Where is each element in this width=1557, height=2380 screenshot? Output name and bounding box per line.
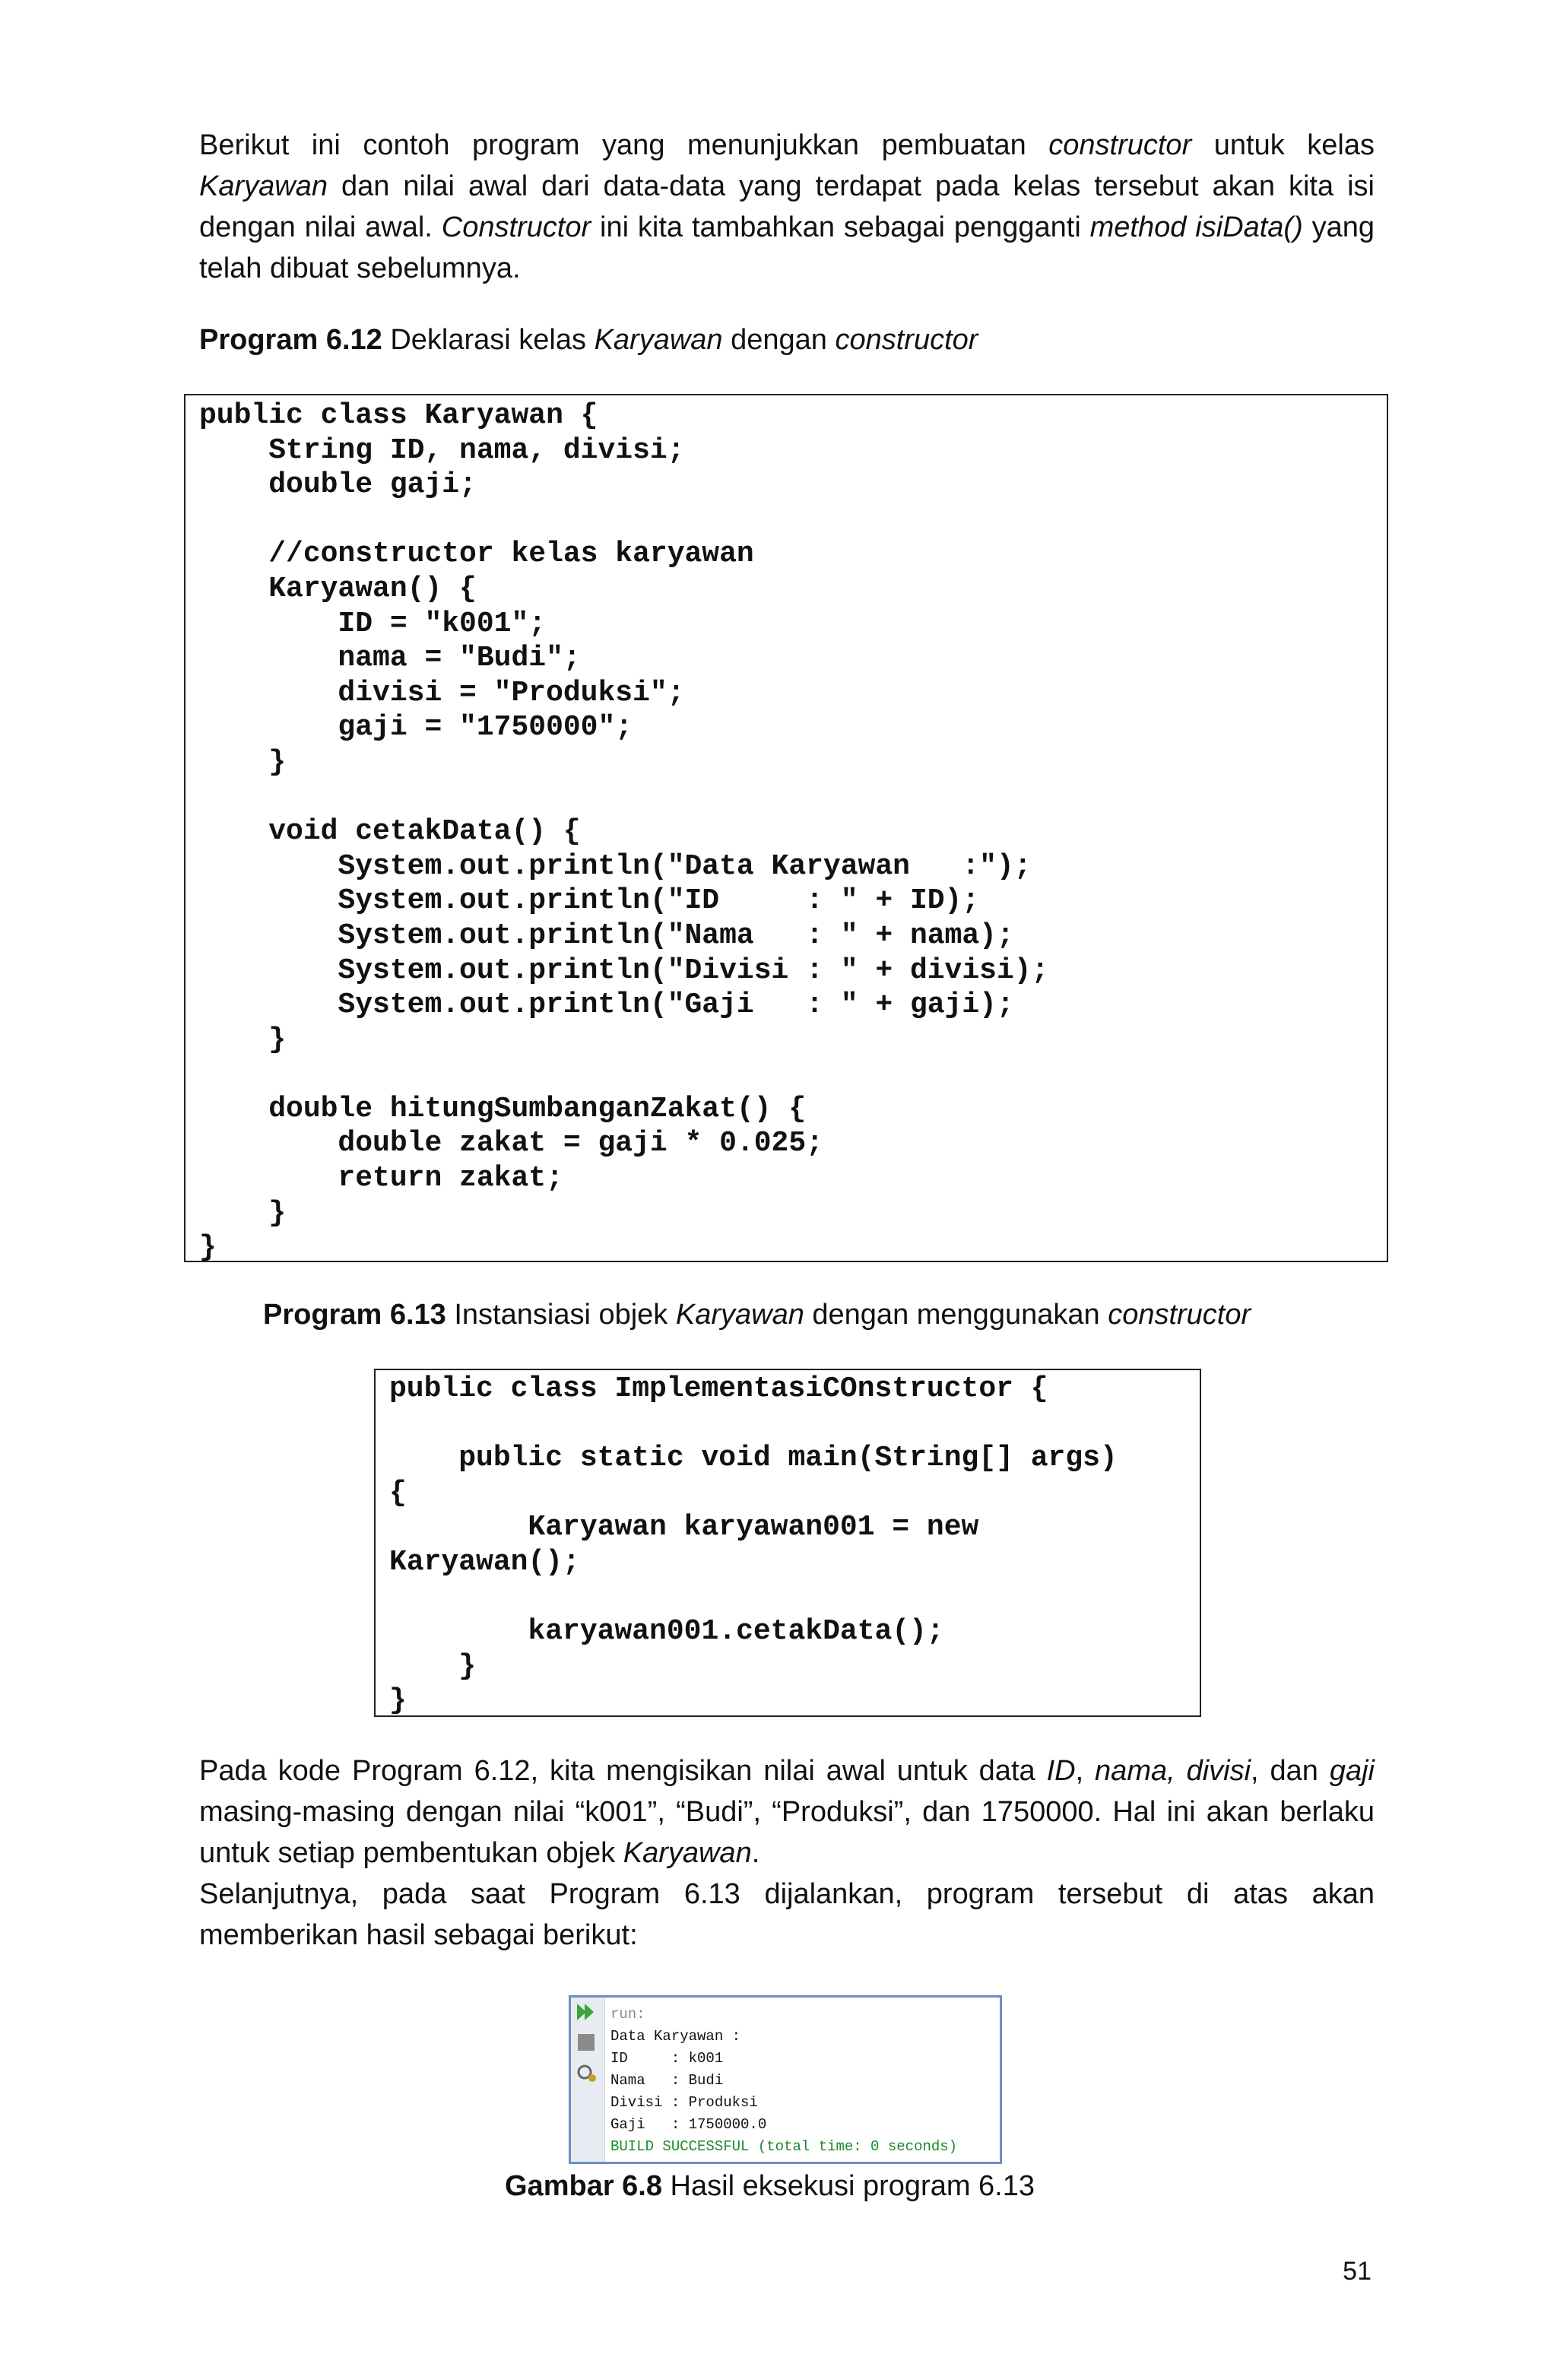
explanation-text: .: [751, 1837, 760, 1869]
console-output-screenshot: [569, 1995, 1002, 2164]
intro-term-constructor: Constructor: [441, 211, 591, 243]
explanation-text: ,: [1075, 1755, 1096, 1787]
explanation-term: ID: [1046, 1755, 1076, 1787]
program-6-13-caption: [263, 1294, 1251, 1335]
caption-text: dengan menggunakan: [804, 1299, 1108, 1331]
caption-class: Karyawan: [675, 1299, 804, 1331]
figure-label: Gambar 6.8: [505, 2170, 662, 2202]
program-6-12-code-box: [184, 394, 1388, 1265]
console-text: [610, 2004, 957, 2158]
explanation-term: nama, divisi: [1095, 1755, 1251, 1787]
console-run-line: run:: [610, 2006, 645, 2023]
console-line: Data Karyawan :: [610, 2028, 741, 2045]
stop-icon: [578, 2034, 595, 2051]
figure-6-8-caption: [505, 2166, 1035, 2207]
intro-term-karyawan: Karyawan: [199, 170, 328, 202]
console-line: Divisi : Produksi: [610, 2094, 758, 2111]
caption-text: Instansiasi objek: [446, 1299, 676, 1331]
program-6-13-code: public class ImplementasiCOnstructor { public static void main(String[] args) { Karyawan karyawan001 = new Karyawan(); karyawan001.cetakData(); } }: [389, 1372, 1118, 1718]
explanation-paragraph: [199, 1750, 1375, 1956]
intro-term-method: method isiData(): [1089, 211, 1303, 243]
intro-term-constructor: constructor: [1048, 129, 1192, 161]
intro-paragraph: [199, 125, 1375, 289]
intro-text: yang telah dibuat sebelumnya.: [199, 211, 1375, 284]
console-line: ID : k001: [610, 2050, 724, 2067]
program-6-13-code-box: [374, 1369, 1201, 1717]
intro-text: untuk kelas: [1191, 129, 1375, 161]
console-status: BUILD SUCCESSFUL (total time: 0 seconds): [610, 2138, 958, 2155]
intro-text: Berikut ini contoh program yang menunjukkan pembuatan: [199, 129, 1049, 161]
program-6-12-code: public class Karyawan { String ID, nama, divisi; double gaji; //constructor kelas karyawan Karyawan() { ID = "k001"; nama = "Budi"; divisi = "Produksi"; gaji = "1750000"; } void cetakData() { System.out.println("Data Karyawan :"); System.out.println("ID : " + ID); System.out.println("Nama : " + nama); System.out.println("Divisi : " + divisi); System.out.println("Gaji : " + gaji); } double hitungSumbanganZakat() { double zakat = gaji * 0.025; return zakat; } }: [199, 399, 1049, 1265]
settings-icon: [579, 2066, 596, 2082]
console-line: Gaji : 1750000.0: [610, 2116, 767, 2133]
caption-term: constructor: [835, 324, 978, 356]
caption-class: Karyawan: [594, 324, 723, 356]
explanation-term: Karyawan: [623, 1837, 752, 1869]
caption-term: constructor: [1108, 1299, 1251, 1331]
console-gutter: [571, 1998, 605, 2162]
program-6-12-caption: [199, 319, 978, 360]
caption-text: Deklarasi kelas: [382, 324, 595, 356]
page-number: 51: [1343, 2257, 1371, 2286]
console-line: Nama : Budi: [610, 2072, 724, 2089]
caption-label: Program 6.13: [263, 1299, 446, 1331]
explanation-text: , dan: [1251, 1755, 1330, 1787]
intro-text: ini kita tambahkan sebagai pengganti: [591, 211, 1090, 243]
explanation-term: gaji: [1329, 1755, 1375, 1787]
intro-text: dan nilai awal dari data-data yang terdapat pada kelas tersebut akan kita isi dengan nilai awal.: [199, 170, 1375, 243]
caption-label: Program 6.12: [199, 324, 382, 356]
explanation-text: Pada kode Program 6.12, kita mengisikan nilai awal untuk data: [199, 1755, 1047, 1787]
explanation-text: masing-masing dengan nilai “k001”, “Budi”, “Produksi”, dan 1750000. Hal ini akan berlaku untuk setiap pembentukan objek: [199, 1796, 1375, 1869]
rerun-icon: [577, 2004, 594, 2020]
console-toolbar-icons: [571, 1998, 604, 2166]
figure-text: Hasil eksekusi program 6.13: [662, 2170, 1035, 2202]
explanation-paragraph-2: Selanjutnya, pada saat Program 6.13 dijalankan, program tersebut di atas akan memberikan hasil sebagai berikut:: [199, 1878, 1375, 1951]
caption-text: dengan: [722, 324, 836, 356]
